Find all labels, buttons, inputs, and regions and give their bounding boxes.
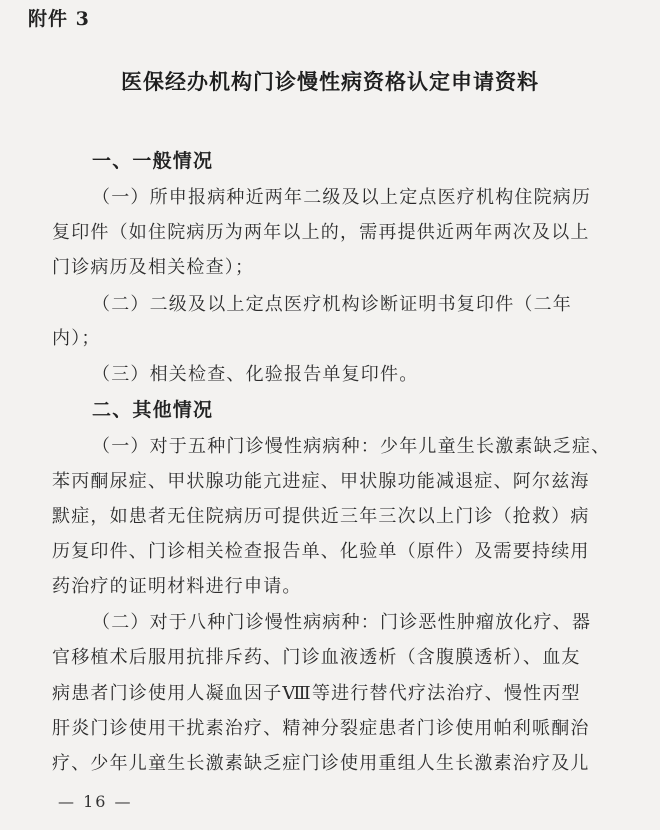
paragraph-line: 病患者门诊使用人凝血因子Ⅷ等进行替代疗法治疗、慢性丙型: [52, 683, 581, 704]
section-heading-general: 一、一般情况: [92, 150, 214, 172]
paragraph-line: 默症，如患者无住院病历可提供近三年三次以上门诊（抢救）病: [52, 506, 590, 527]
paragraph-line: 门诊病历及相关检查）；: [52, 257, 255, 278]
paragraph-line: 肝炎门诊使用干扰素治疗、精神分裂症患者门诊使用帕利哌酮治: [52, 718, 590, 739]
paragraph-line: 药治疗的证明材料进行申请。: [52, 576, 302, 597]
section-heading-other: 二、其他情况: [92, 399, 214, 421]
paragraph-line: （二）对于八种门诊慢性病病种：门诊恶性肿瘤放化疗、器: [92, 612, 592, 633]
paragraph-line: 历复印件、门诊相关检查报告单、化验单（原件）及需要持续用: [52, 541, 590, 562]
paragraph-line: 内）；: [52, 328, 101, 349]
attachment-label: 附件 3: [28, 8, 90, 30]
page-number: — 16 —: [58, 792, 133, 811]
paragraph-line: （一）所申报病种近两年二级及以上定点医疗机构住院病历: [92, 187, 592, 208]
paragraph-line: 疗、少年儿童生长激素缺乏症门诊使用重组人生长激素治疗及儿: [52, 753, 590, 774]
document-title: 医保经办机构门诊慢性病资格认定申请资料: [121, 69, 539, 94]
paragraph-line: 复印件（如住院病历为两年以上的，需再提供近两年两次及以上: [52, 222, 590, 243]
paragraph-line: 苯丙酮尿症、甲状腺功能亢进症、甲状腺功能减退症、阿尔兹海: [52, 471, 590, 492]
paragraph-line: 官移植术后服用抗排斥药、门诊血液透析（含腹膜透析）、血友: [52, 647, 581, 668]
paragraph-line: （三）相关检查、化验报告单复印件。: [92, 364, 419, 385]
paragraph-line: （一）对于五种门诊慢性病病种：少年儿童生长激素缺乏症、: [92, 436, 611, 457]
paragraph-line: （二）二级及以上定点医疗机构诊断证明书复印件（二年: [92, 294, 572, 315]
